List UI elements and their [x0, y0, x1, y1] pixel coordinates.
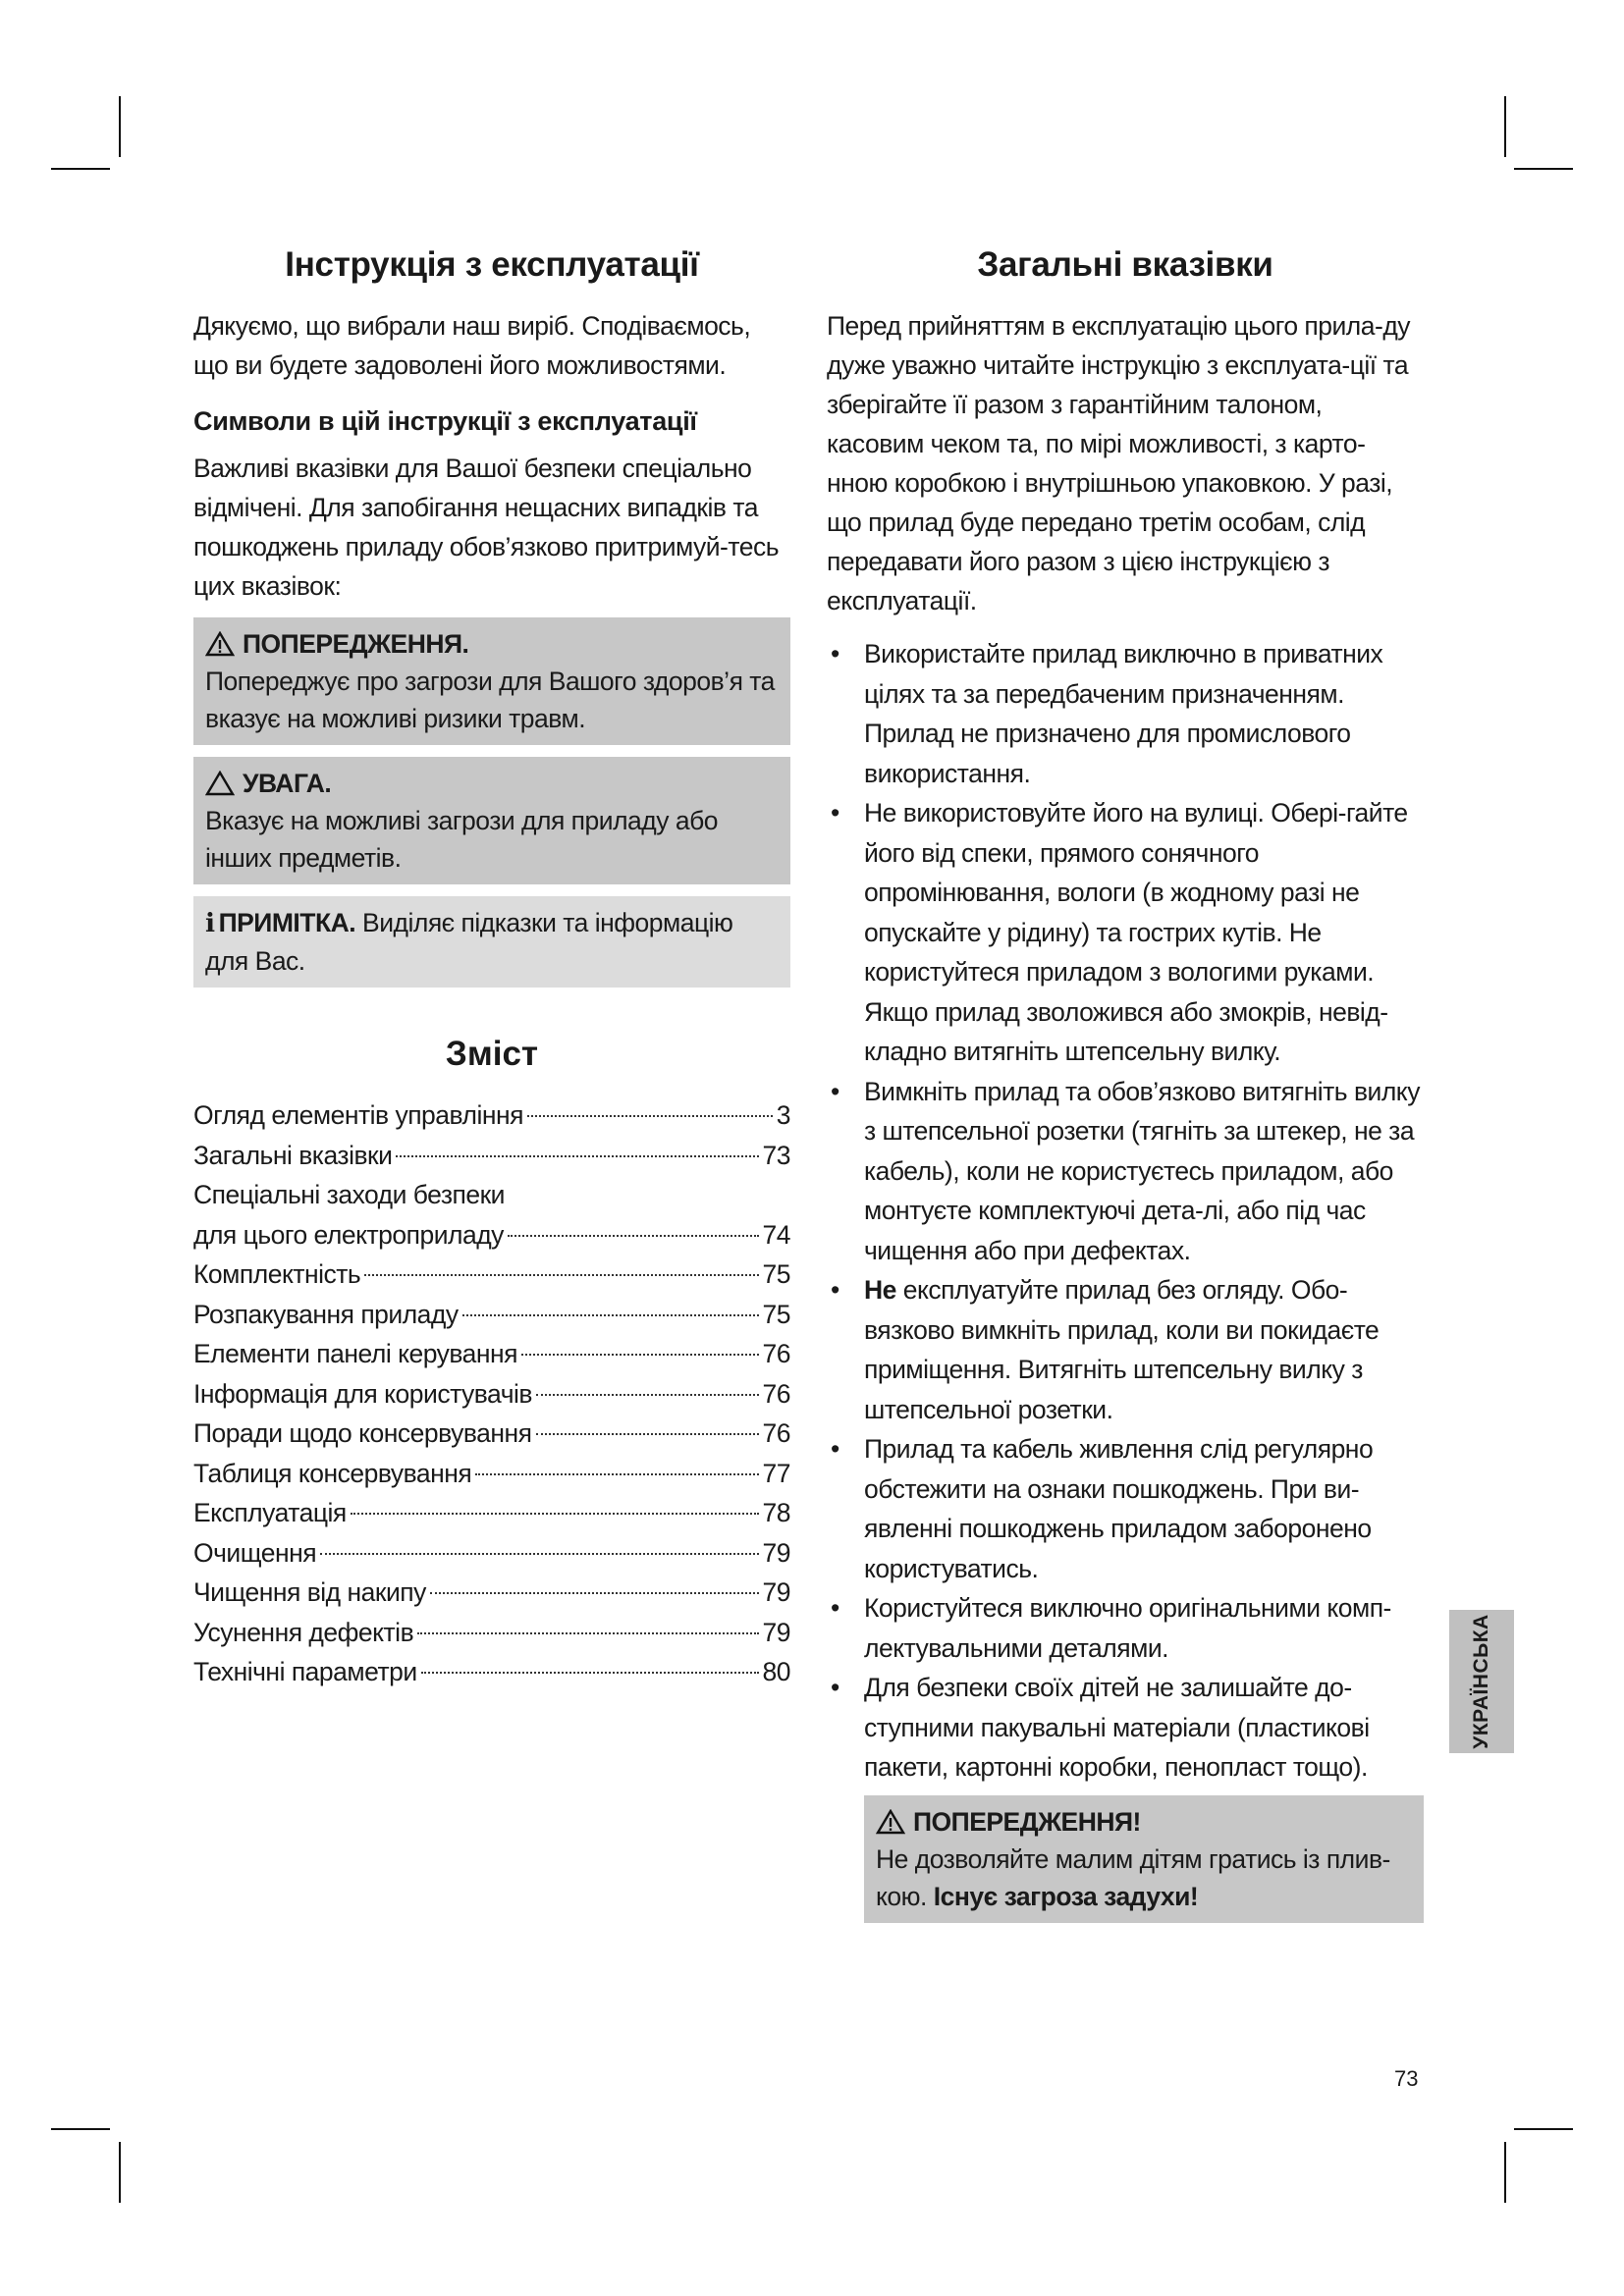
toc-row	[193, 1255, 790, 1295]
toc-row	[193, 1573, 790, 1613]
warning2-title: ПОПЕРЕДЖЕННЯ!	[913, 1806, 1141, 1837]
toc-row	[193, 1295, 790, 1335]
right-column	[827, 245, 1424, 1935]
toc-label: Загальні вказівки	[193, 1140, 393, 1170]
crop-mark	[51, 168, 110, 170]
page-title: Інструкція з експлуатації	[285, 245, 699, 284]
table-of-contents	[193, 1095, 790, 1692]
crop-mark	[119, 2142, 121, 2203]
intro-text: Дякуємо, що вибрали наш виріб. Сподіваємось, що ви будете задоволені його можливостями.	[193, 311, 751, 380]
warning2-text: Не дозволяйте малим дітям гратись із плив-кою. Існує загроза задухи!	[876, 1843, 1390, 1911]
toc-page: 75	[762, 1259, 790, 1289]
toc-label: Елементи панелі керування	[193, 1339, 518, 1368]
list-item: • Не використовуйте його на вулиці. Обері-гайте його від спеки, прямого сонячного опромінювання, вологи (в жодному разі не опускайте у рідину) та гострих кутів. Не користуйтеся приладом з вологими руками. Якщо прилад зволожився або змокрів, невід-кладно витягніть штепсельну вилку.	[831, 798, 1408, 1066]
toc-page: 79	[762, 1577, 790, 1607]
toc-page: 80	[762, 1657, 790, 1686]
toc-page: 74	[762, 1219, 790, 1250]
toc-label: Таблиця консервування	[193, 1458, 472, 1488]
toc-page: 73	[762, 1140, 790, 1170]
note-text: Виділяє підказки та інформацію для Вас.	[205, 908, 733, 976]
toc-row	[193, 1095, 790, 1136]
toc-page: 3	[776, 1100, 790, 1130]
toc-page: 76	[762, 1418, 790, 1448]
toc-page: 76	[762, 1378, 790, 1409]
crop-mark	[1504, 96, 1506, 157]
list-item: • Користуйтеся виключно оригінальними комп-лектувальними деталями.	[831, 1593, 1391, 1663]
toc-page: 75	[762, 1299, 790, 1329]
toc-label: Технічні параметри	[193, 1657, 417, 1686]
toc-page: 79	[762, 1537, 790, 1568]
toc-row	[193, 1136, 790, 1176]
toc-label: Усунення дефектів	[193, 1617, 414, 1647]
caution-icon	[205, 771, 235, 796]
symbols-text: Важливі вказівки для Вашої безпеки спеціально відмічені. Для запобігання нещасних випадків та пошкоджень приладу обов’язково притримуй-тесь цих вказівок:	[193, 454, 780, 601]
general-intro-text: Перед прийняттям в експлуатацію цього прила-ду дуже уважно читайте інструкцію з експлуата-ції та зберігайте її разом з гарантійним талоном, касовим чеком та, по мірі можливості, з карто-нною коробкою і внутрішньою упаковкою. У разі, що прилад буде передано третім особам, слід передавати його разом з цією інструкцією з експлуатації.	[827, 311, 1411, 615]
left-column	[193, 245, 790, 1692]
toc-row	[193, 1374, 790, 1415]
note-title: ПРИМІТКА.	[218, 908, 356, 937]
toc-row	[193, 1652, 790, 1692]
warning-icon	[876, 1809, 905, 1835]
symbols-heading: Символи в цій інструкції з експлуатації	[193, 406, 697, 436]
toc-label: Поради щодо консервування	[193, 1418, 532, 1448]
toc-row	[193, 1613, 790, 1653]
toc-page: 79	[762, 1617, 790, 1647]
list-item: • Не експлуатуйте прилад без огляду. Обо-вязково вимкніть прилад, коли ви покидаєте приміщення. Витягніть штепсельну вилку з штепсельної розетки.	[831, 1275, 1380, 1424]
page-number: 73	[1394, 2066, 1419, 2091]
toc-label: Інформація для користувачів	[193, 1378, 532, 1409]
note-box	[193, 896, 790, 988]
toc-label: для цього електроприладу	[193, 1219, 504, 1250]
warning-box	[193, 617, 790, 745]
toc-row	[193, 1454, 790, 1494]
toc-page: 76	[762, 1339, 790, 1368]
crop-mark	[1514, 168, 1573, 170]
list-item: • Прилад та кабель живлення слід регулярно обстежити на ознаки пошкоджень. При ви-явленні пошкоджень приладом заборонено користуватись.	[831, 1434, 1374, 1583]
toc-row	[193, 1175, 790, 1215]
list-item: • Вимкніть прилад та обов’язково витягніть вилку з штепсельної розетки (тягніть за штекер, не за кабель), коли не користуєтесь приладом, або монтуєте комплектуючі дета-лі, або під час чищення або при дефектах.	[831, 1076, 1420, 1265]
toc-label: Комплектність	[193, 1259, 361, 1289]
toc-label: Розпакування приладу	[193, 1299, 459, 1329]
toc-title: Зміст	[445, 1035, 539, 1073]
warning-title: ПОПЕРЕДЖЕННЯ.	[243, 629, 469, 659]
list-item: • Використайте прилад виключно в приватних цілях та за передбаченим призначенням. Прилад не призначено для промислового використання.	[831, 639, 1383, 788]
toc-label: Експлуатація	[193, 1498, 347, 1527]
crop-mark	[1504, 2142, 1506, 2203]
toc-page: 78	[762, 1498, 790, 1527]
toc-row	[193, 1493, 790, 1533]
section-title: Загальні вказівки	[977, 245, 1273, 284]
caution-title: УВАГА.	[243, 769, 332, 798]
toc-label: Чищення від накипу	[193, 1577, 426, 1607]
toc-row	[193, 1533, 790, 1574]
toc-row	[193, 1414, 790, 1454]
crop-mark	[119, 96, 121, 157]
caution-box	[193, 757, 790, 884]
list-item: • Для безпеки своїх дітей не залишайте до-ступними пакувальні матеріали (пластикові пакети, картонні коробки, пенопласт тощо).	[831, 1673, 1370, 1782]
toc-row	[193, 1334, 790, 1374]
toc-row	[193, 1215, 790, 1255]
toc-label: Очищення	[193, 1537, 317, 1568]
safety-list	[827, 634, 1424, 1788]
language-tab-label: УКРАЇНСЬКА	[1470, 1614, 1492, 1749]
toc-page: 77	[762, 1458, 790, 1488]
warning-text: Попереджує про загрози для Вашого здоров’я та вказує на можливі ризики травм.	[205, 667, 775, 733]
caution-text: Вказує на можливі загрози для приладу або інших предметів.	[205, 806, 718, 873]
toc-label: Огляд елементів управління	[193, 1100, 523, 1130]
toc-label: Спеціальні заходи безпеки	[193, 1180, 505, 1209]
crop-mark	[1514, 2128, 1573, 2130]
language-tab	[1449, 1610, 1514, 1753]
crop-mark	[51, 2128, 110, 2130]
warning-icon	[205, 631, 235, 657]
child-warning-box	[864, 1795, 1424, 1923]
info-icon: i	[205, 908, 215, 938]
